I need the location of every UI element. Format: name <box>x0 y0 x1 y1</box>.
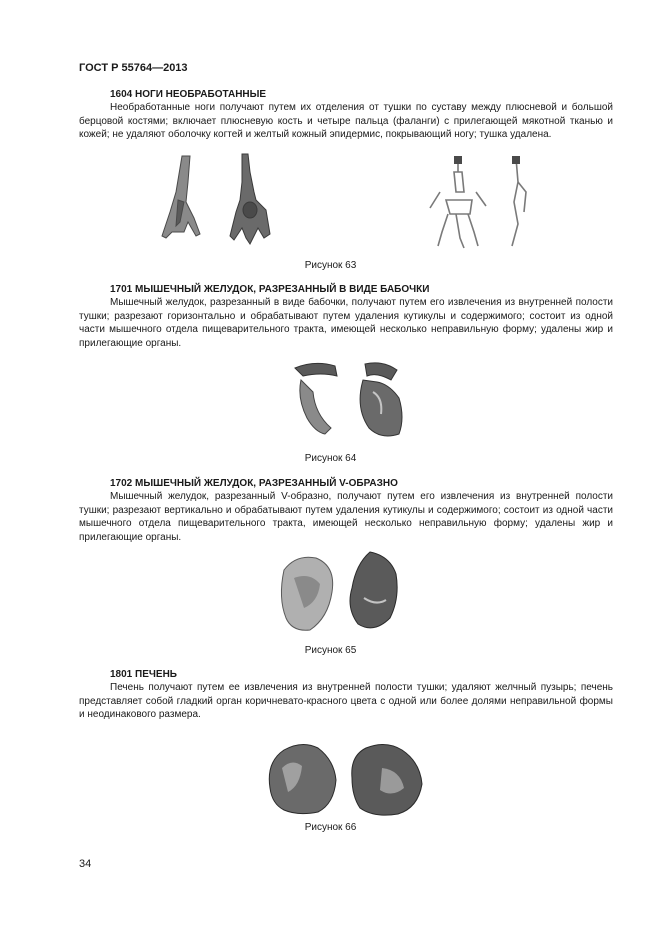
figure-66-liver-photo <box>262 738 430 818</box>
foot-front <box>162 156 200 238</box>
section-heading-1701: 1701 МЫШЕЧНЫЙ ЖЕЛУДОК, РАЗРЕЗАННЫЙ В ВИДЕ БАБОЧКИ <box>110 284 430 295</box>
figure-65-gizzard-v-photo <box>270 548 410 638</box>
section-text-1702: Мышечный желудок, разрезанный V-образно, получают путем его извлечения из внутренней полости тушки; разрезают вертикально и обрабатывают путем удаления кутикулы и содержимого; состоит из одной части мышечного отдела пищеварительного тракта, имеющей несколько неправильную форму; удалены жир и прилегающие органы. <box>79 491 613 543</box>
section-text-1701: Мышечный желудок, разрезанный в виде бабочки, получают путем его извлечения из внутренней полости тушки; разрезают горизонтально и обрабатывают путем удаления кутикулы и содержимого; состоит из одной части мышечного отдела пищеварительного тракта, имеющей несколько неправильную форму; удалены жир и прилегающие органы. <box>79 297 613 349</box>
section-text-1604: Необработанные ноги получают путем их отделения от тушки по суставу между плюсневой и большой берцовой костями; включает плюсневую кость и четыре пальца (фаланги) с прилегающей мякотной тканью и кожей; не удаляют оболочку когтей и желтый кожный эпидермис, покрывающий ногу; тушка удалена. <box>79 102 613 141</box>
figure-64-caption: Рисунок 64 <box>304 453 357 464</box>
figure-64-gizzard-butterfly-photo <box>285 358 415 444</box>
page-number: 34 <box>79 858 92 870</box>
figure-63-feet-photo <box>150 152 300 252</box>
section-heading-1604: 1604 НОГИ НЕОБРАБОТАННЫЕ <box>110 89 267 100</box>
figure-63-caption: Рисунок 63 <box>304 260 357 271</box>
section-heading-1702: 1702 МЫШЕЧНЫЙ ЖЕЛУДОК, РАЗРЕЗАННЫЙ V-ОБРАЗНО <box>110 478 398 489</box>
document-header: ГОСТ Р 55764—2013 <box>79 62 188 74</box>
figure-66-caption: Рисунок 66 <box>304 822 357 833</box>
section-heading-1801: 1801 ПЕЧЕНЬ <box>110 669 177 680</box>
figure-63-skeleton-photo <box>420 152 540 252</box>
foot-back <box>230 154 270 244</box>
figure-65-caption: Рисунок 65 <box>304 645 357 656</box>
section-text-1801: Печень получают путем ее извлечения из внутренней полости тушки; удаляют желчный пузырь; печень представляет собой гладкий орган коричневато-красного цвета с одной или более долями неправильной формы и неодинакового размера. <box>79 682 613 721</box>
